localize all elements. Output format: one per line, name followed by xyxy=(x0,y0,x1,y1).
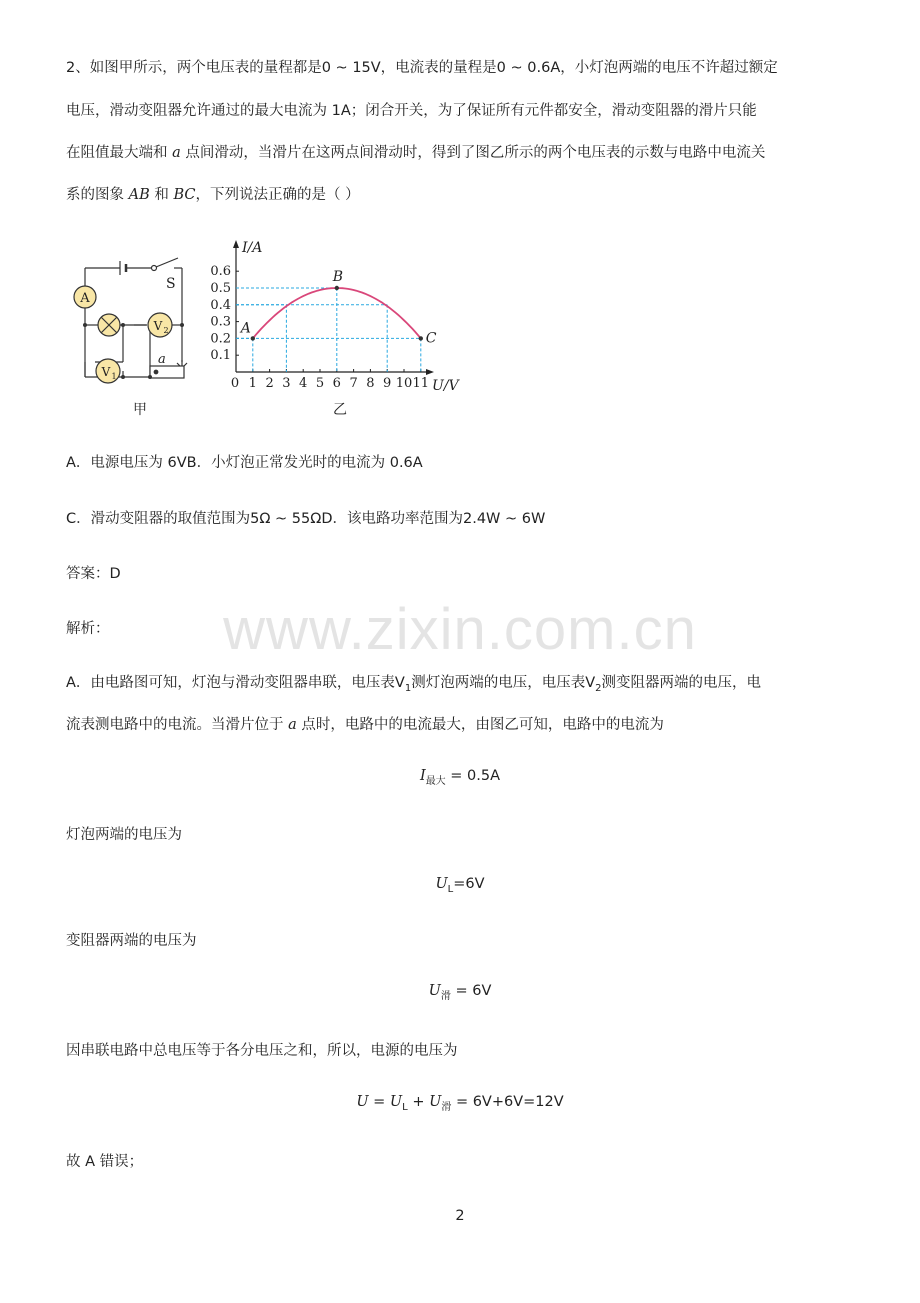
v1-sub: 1 xyxy=(111,372,117,381)
point-a xyxy=(251,336,255,340)
graph xyxy=(210,240,460,394)
voltmeter-1 xyxy=(96,359,120,383)
analysis-line-2 xyxy=(66,711,856,739)
eq-op: = xyxy=(368,1094,390,1110)
option-cd: C．滑动变阻器的取值范围为5Ω ~ 55ΩD．该电路功率范围为2.4W ~ 6W xyxy=(66,511,546,527)
point-group xyxy=(239,269,437,346)
eq-var: I xyxy=(419,768,426,784)
equation-uhua xyxy=(0,983,920,1002)
eq-sub: 滑 xyxy=(441,1101,452,1113)
a-text: 测灯泡两端的电压，电压表V xyxy=(411,675,596,691)
eq-var: U xyxy=(429,1094,442,1110)
x-tick-label: 4 xyxy=(299,376,308,391)
q-var-bc: BC xyxy=(173,187,196,203)
slider-label: a xyxy=(158,352,166,367)
x-tick-label: 1 xyxy=(248,376,257,391)
a-sub: 1 xyxy=(404,682,412,694)
conclusion: 故 A 错误； xyxy=(66,1154,144,1170)
rheostat-voltage-text: 变阻器两端的电压为 xyxy=(66,933,197,949)
caption-right: 乙 xyxy=(333,402,347,418)
a-text: A．由电路图可知，灯泡与滑动变阻器串联，电压表V xyxy=(66,675,405,691)
a-text: 点时，电路中的电流最大，由图乙可知，电路中的电流为 xyxy=(296,717,664,733)
point-label-c: C xyxy=(425,330,437,347)
question-line-2: 电压，滑动变阻器允许通过的最大电流为 1A；闭合开关，为了保证所有元件都安全，滑动变阻器的滑片只能 xyxy=(66,103,757,119)
switch-blade xyxy=(156,258,178,267)
voltmeter-2 xyxy=(148,313,172,337)
question-line-3 xyxy=(66,139,856,167)
x-tick-label: 10 xyxy=(395,376,413,391)
a-var: a xyxy=(288,717,297,733)
eq-sub: 最大 xyxy=(425,775,446,787)
question-line-1: 2、如图甲所示，两个电压表的量程都是0 ~ 15V，电流表的量程是0 ~ 0.6A，小灯泡两端的电压不许超过额定 xyxy=(66,60,778,76)
q-text: 点间滑动，当滑片在这两点间滑动时，得到了图乙所示的两个电压表的示数与电路中电流关 xyxy=(180,145,766,161)
x-tick-label: 2 xyxy=(265,376,274,391)
caption-left: 甲 xyxy=(133,402,147,418)
x-axis-arrow xyxy=(426,369,434,375)
a-text: 测变阻器两端的电压，电 xyxy=(601,675,762,691)
a-text: 流表测电路中的电流。当滑片位于 xyxy=(66,717,289,733)
y-tick-label: 0.5 xyxy=(210,281,231,296)
y-axis-label-text: I/A xyxy=(242,240,263,256)
q-text: ，下列说法正确的是（ ） xyxy=(195,187,360,203)
eq-rest: = 6V xyxy=(450,983,492,999)
y-tick-label: 0.4 xyxy=(210,297,231,313)
figure xyxy=(60,232,480,424)
eq-var: U xyxy=(389,1094,403,1110)
y-tick-label: 0.2 xyxy=(210,331,231,347)
v2-label: V xyxy=(153,319,163,333)
eq-var: U xyxy=(435,876,448,892)
eq-sub: L xyxy=(447,883,454,895)
page-number: 2 xyxy=(455,1208,465,1224)
analysis-label: 解析： xyxy=(66,621,110,637)
lamp-voltage-text: 灯泡两端的电压为 xyxy=(66,827,182,843)
q-text: 在阻值最大端和 xyxy=(66,145,173,161)
point-c xyxy=(419,336,423,340)
y-axis-arrow xyxy=(233,240,239,248)
y-axis-label xyxy=(241,240,262,256)
x-axis-label: U/V xyxy=(432,378,459,394)
lamp xyxy=(98,314,120,336)
option-ab: A．电源电压为 6VB．小灯泡正常发光时的电流为 0.6A xyxy=(66,455,423,471)
eq-rest: = 0.5A xyxy=(445,768,501,784)
x-tick-label: 11 xyxy=(412,376,430,391)
a-sub: 2 xyxy=(595,682,602,694)
series-text: 因串联电路中总电压等于各分电压之和，所以，电源的电压为 xyxy=(66,1043,458,1059)
equation-ul xyxy=(0,876,920,895)
x-tick-label: 8 xyxy=(366,376,375,391)
origin-label: 0 xyxy=(230,376,240,391)
switch-pivot xyxy=(152,266,157,271)
point-b xyxy=(335,286,339,290)
switch-label: S xyxy=(166,276,176,292)
analysis-line-1 xyxy=(66,669,856,703)
y-tick-label: 0.1 xyxy=(210,348,231,364)
point-label-b: B xyxy=(332,269,344,285)
equation-total xyxy=(0,1094,920,1113)
question-line-4 xyxy=(66,181,856,209)
x-tick-label: 5 xyxy=(315,376,325,391)
y-tick-label: 0.6 xyxy=(210,264,231,280)
answer: 答案：D xyxy=(66,566,121,582)
eq-sub: L xyxy=(402,1101,408,1113)
eq-op: + xyxy=(407,1094,430,1110)
q-text: 系的图象 xyxy=(66,187,129,203)
eq-var: U xyxy=(428,983,441,999)
x-tick-label: 3 xyxy=(282,376,291,391)
ammeter xyxy=(74,286,96,308)
eq-rest: =6V xyxy=(453,876,485,892)
eq-var: U xyxy=(356,1094,369,1110)
v1-label: V xyxy=(101,365,111,379)
eq-rest: = 6V+6V=12V xyxy=(451,1094,564,1110)
guide-lines xyxy=(236,288,421,372)
equation-imax xyxy=(0,768,920,787)
x-tick-label: 6 xyxy=(332,376,341,391)
ammeter-label: A xyxy=(80,291,90,306)
y-tick-label: 0.3 xyxy=(210,314,231,330)
x-tick-label: 9 xyxy=(383,376,392,391)
eq-sub: 滑 xyxy=(440,990,451,1002)
v2-sub: 2 xyxy=(163,326,169,335)
x-tick-label: 7 xyxy=(349,376,358,391)
watermark: www.zixin.com.cn xyxy=(223,597,697,662)
point-label-a: A xyxy=(240,320,251,337)
q-var-a: a xyxy=(172,145,181,161)
q-text: 和 xyxy=(149,187,174,203)
q-var-ab: AB xyxy=(128,187,150,203)
